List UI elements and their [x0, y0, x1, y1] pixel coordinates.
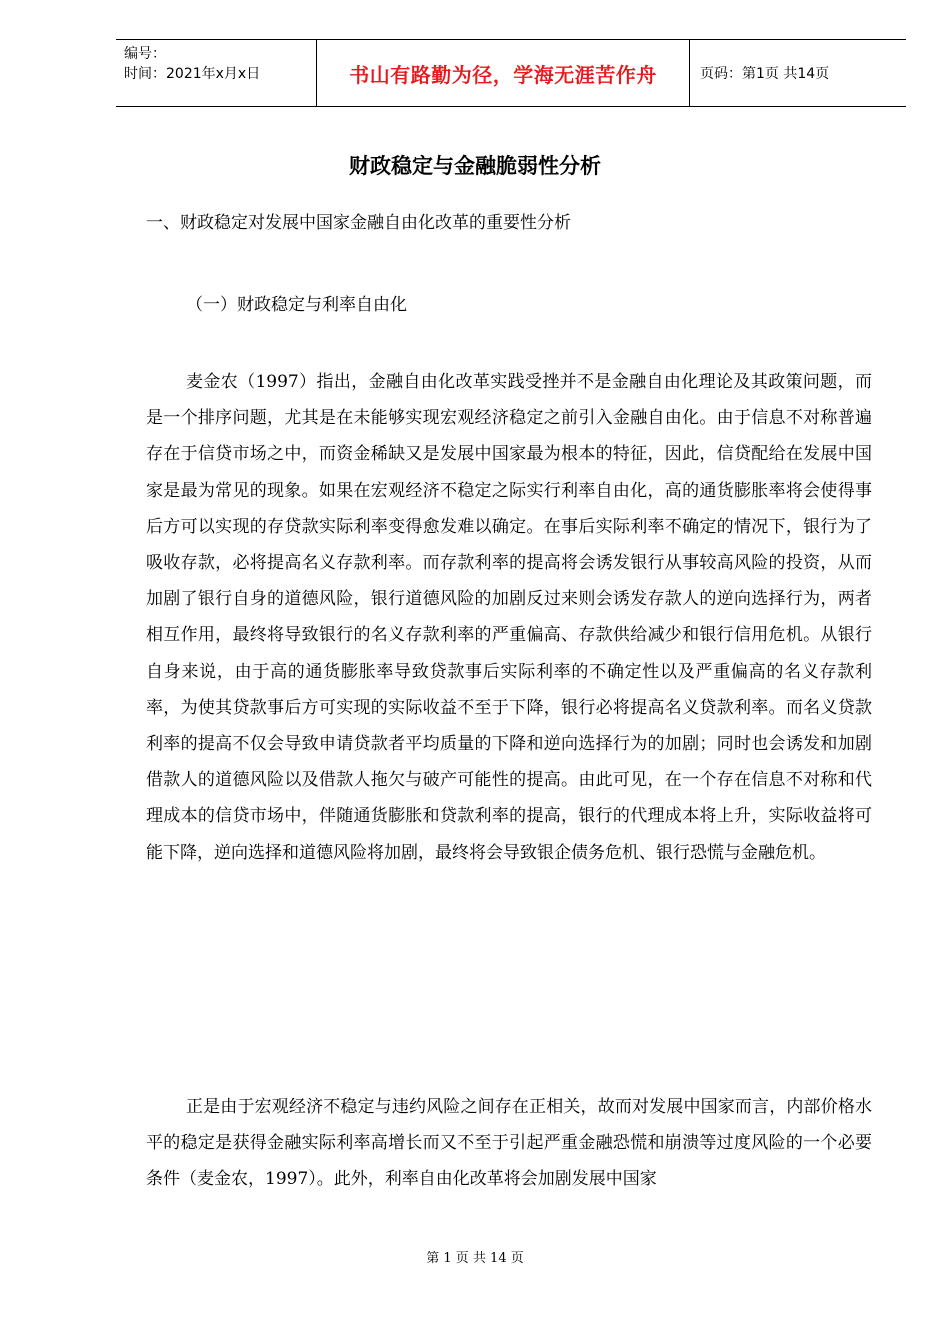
header-motto-cell [317, 40, 690, 106]
header-info-cell [116, 40, 317, 106]
section-heading: 一、财政稳定对发展中国家金融自由化改革的重要性分析 [146, 213, 571, 233]
page-code: 页码：第1页 共14页 [700, 66, 830, 82]
document-title: 财政稳定与金融脆弱性分析 [349, 154, 601, 178]
page-footer: 第 1 页 共 14 页 [426, 1251, 524, 1266]
body-paragraph: 麦金农（1997）指出，金融自由化改革实践受挫并不是金融自由化理论及其政策问题，而是一个排序问题，尤其是在未能够实现宏观经济稳定之前引入金融自由化。由于信息不对称普遍存在于信贷市场之中，而资金稀缺又是发展中国家最为根本的特征，因此，信贷配给在发展中国家是最为常见的现象。如果在宏观经济不稳定之际实行利率自由化，高的通货膨胀率将会使得事后方可以实现的存贷款实际利率变得愈发难以确定。在事后实际利率不确定的情况下，银行为了吸收存款，必将提高名义存款利率。而存款利率的提高将会诱发银行从事较高风险的投资，从而加剧了银行自身的道德风险，银行道德风险的加剧反过来则会诱发存款人的逆向选择行为，两者相互作用，最终将导致银行的名义存款利率的严重偏高、存款供给减少和银行信用危机。从银行自身来说，由于高的通货膨胀率导致贷款事后实际利率的不确定性以及严重偏高的名义存款利率，为使其贷款事后方可实现的实际收益不至于下降，银行必将提高名义贷款利率。而名义贷款利率的提高不仅会导致申请贷款者平均质量的下降和逆向选择行为的加剧；同时也会诱发和加剧借款人的道德风险以及借款人拖欠与破产可能性的提高。由此可见，在一个存在信息不对称和代理成本的信贷市场中，伴随通货膨胀和贷款利率的提高，银行的代理成本将上升，实际收益将可能下降，逆向选择和道德风险将加剧，最终将会导致银企债务危机、银行恐慌与金融危机。 [146, 372, 872, 863]
date-label: 时间：2021年x月x日 [124, 66, 261, 82]
number-label: 编号： [124, 46, 166, 62]
body-paragraph: 正是由于宏观经济不稳定与违约风险之间存在正相关，故而对发展中国家而言，内部价格水平的稳定是获得金融实际利率高增长而又不至于引起严重金融恐慌和崩溃等过度风险的一个必要条件（麦金农，1997）。此外，利率自由化改革将会加剧发展中国家 [146, 1097, 872, 1190]
sub-heading: （一）财政稳定与利率自由化 [186, 295, 407, 315]
page-header-table [116, 39, 906, 107]
header-page-cell [690, 40, 906, 106]
header-motto: 书山有路勤为径，学海无涯苦作舟 [349, 62, 657, 87]
